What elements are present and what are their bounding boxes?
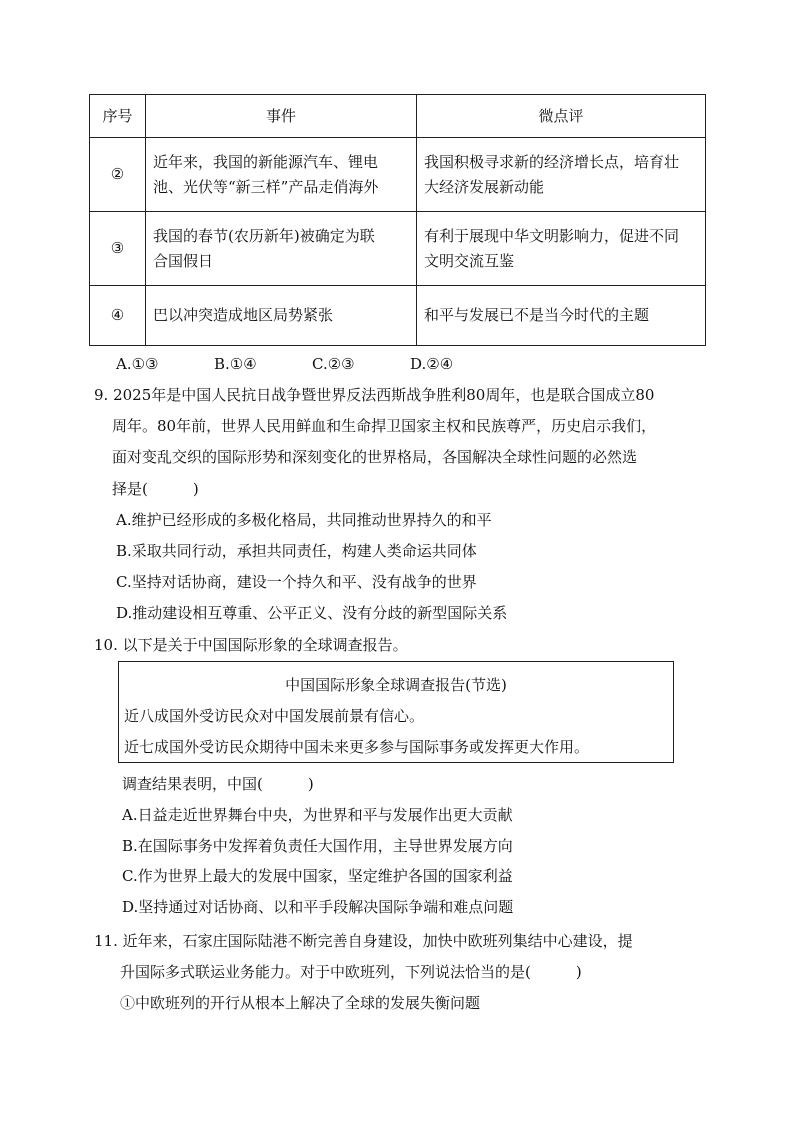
survey-report-line: 近八成国外受访民众对中国发展前景有信心。	[124, 707, 425, 725]
row-comment	[417, 138, 706, 212]
q9-stem-line: 周年。80年前，世界人民用鲜血和生命捍卫国家主权和民族尊严，历史启示我们，	[112, 417, 657, 435]
row-comment	[417, 212, 706, 286]
comment-line: 大经济发展新动能	[424, 177, 545, 196]
survey-report-title: 中国国际形象全球调查报告(节选)	[285, 676, 507, 694]
q11-item-1: ①中欧班列的开行从根本上解决了全球的发展失衡问题	[120, 994, 481, 1012]
comment-line: 我国积极寻求新的经济增长点，培育壮	[424, 152, 680, 171]
q8-option-c: C.②③	[312, 355, 355, 373]
row-event	[146, 286, 417, 346]
q10-option-a: A.日益走近世界舞台中央，为世界和平与发展作出更大贡献	[122, 806, 513, 824]
q9-option-d: D.推动建设相互尊重、公平正义、没有分歧的新型国际关系	[116, 604, 508, 622]
header-seq: 序号	[90, 95, 146, 138]
table-row	[90, 138, 706, 212]
q8-option-a: A.①③	[116, 355, 159, 373]
row-number: ④	[90, 286, 146, 346]
q10-option-d: D.坚持通过对话协商、以和平手段解决国际争端和难点问题	[122, 898, 514, 916]
event-line: 我国的春节(农历新年)被确定为联	[153, 226, 375, 245]
table-row	[90, 286, 706, 346]
header-comment: 微点评	[417, 95, 706, 138]
q11-stem-line: 11. 近年来，石家庄国际陆港不断完善自身建设，加快中欧班列集结中心建设，提	[94, 932, 633, 950]
q9-option-c: C.坚持对话协商，建设一个持久和平、没有战争的世界	[116, 573, 477, 591]
q9-option-b: B.采取共同行动，承担共同责任，构建人类命运共同体	[116, 542, 477, 560]
row-comment	[417, 286, 706, 346]
q9-option-a: A.维护已经形成的多极化格局，共同推动世界持久的和平	[116, 511, 492, 529]
q10-option-b: B.在国际事务中发挥着负责任大国作用，主导世界发展方向	[122, 837, 513, 855]
event-line: 池、光伏等“新三样”产品走俏海外	[153, 177, 379, 196]
q10-after: 调查结果表明，中国( )	[122, 775, 314, 793]
header-event: 事件	[146, 95, 417, 138]
row-number: ③	[90, 212, 146, 286]
survey-report-line: 近七成国外受访民众期待中国未来更多参与国际事务或发挥更大作用。	[124, 738, 590, 756]
comment-line: 文明交流互鉴	[424, 251, 515, 270]
table-row	[90, 212, 706, 286]
comment-line: 有利于展现中华文明影响力，促进不同	[424, 226, 680, 245]
q8-option-d: D.②④	[410, 355, 454, 373]
q9-stem-line: 择是( )	[112, 480, 199, 498]
q9-stem-line: 面对变乱交织的国际形势和深刻变化的世界格局，各国解决全球性问题的必然选	[112, 448, 638, 466]
event-line: 近年来，我国的新能源汽车、锂电	[153, 152, 379, 171]
q11-stem-line: 升国际多式联运业务能力。对于中欧班列，下列说法恰当的是( )	[120, 963, 582, 981]
comment-line: 和平与发展已不是当今时代的主题	[424, 306, 650, 324]
q10-option-c: C.作为世界上最大的发展中国家，坚定维护各国的国家利益	[122, 867, 513, 885]
event-line: 巴以冲突造成地区局势紧张	[153, 306, 334, 324]
q8-option-b: B.①④	[214, 355, 257, 373]
event-line: 合国假日	[153, 251, 214, 270]
row-event	[146, 212, 417, 286]
row-number: ②	[90, 138, 146, 212]
row-event	[146, 138, 417, 212]
survey-report-box	[118, 661, 674, 763]
q10-stem: 10. 以下是关于中国国际形象的全球调查报告。	[94, 636, 408, 654]
q9-stem-line: 9. 2025年是中国人民抗日战争暨世界反法西斯战争胜利80周年，也是联合国成立80	[94, 386, 655, 404]
event-table	[89, 94, 706, 346]
